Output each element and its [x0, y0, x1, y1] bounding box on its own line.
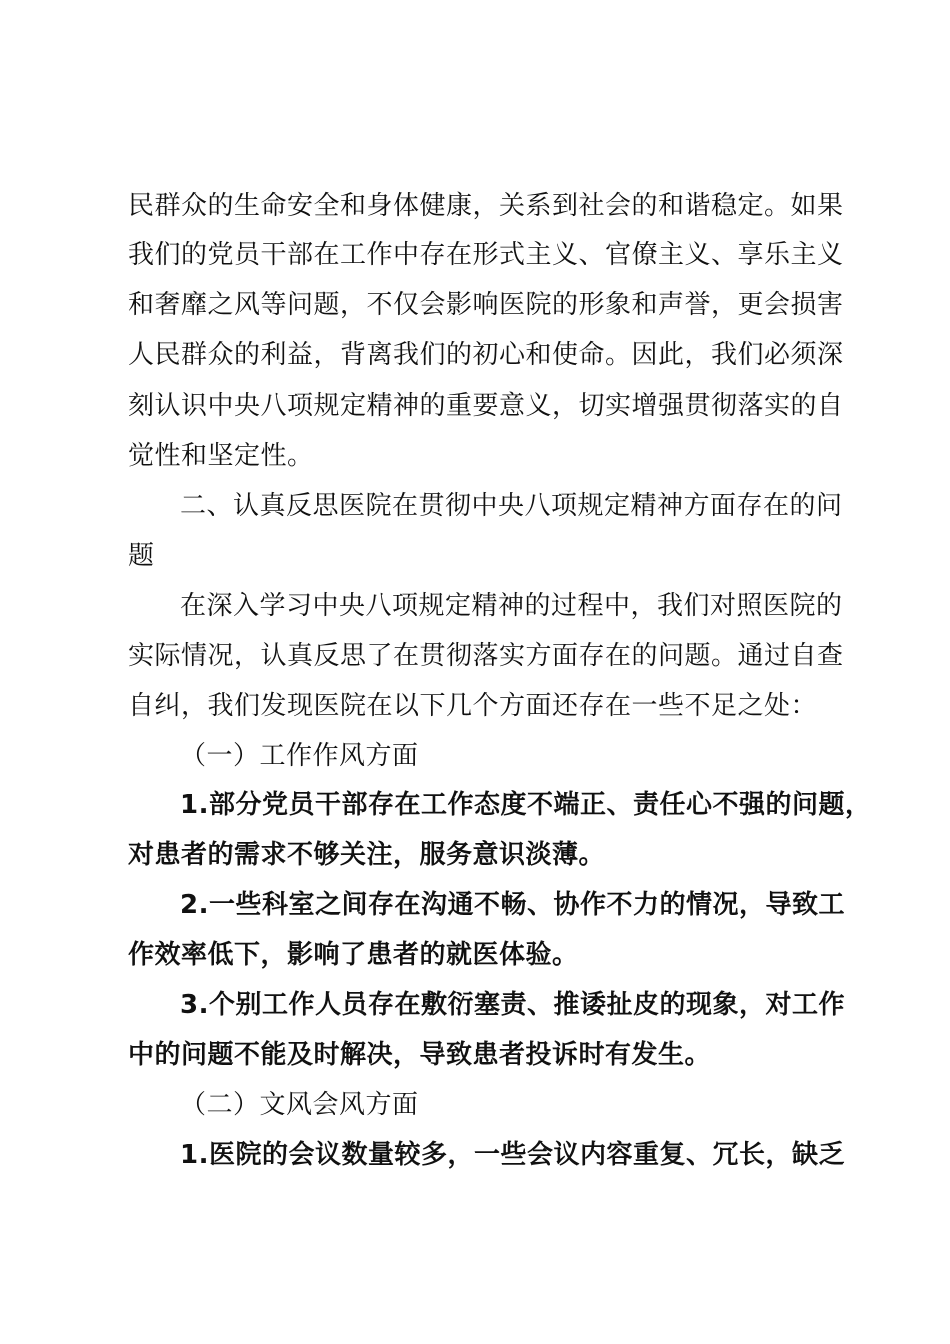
item-1-line-2: 对患者的需求不够关注，服务意识淡薄。: [128, 840, 606, 870]
item-4-line-1: 1.医院的会议数量较多，一些会议内容重复、冗长，缺乏: [180, 1140, 845, 1170]
paragraph-3-line-2: 实际情况，认真反思了在贯彻落实方面存在的问题。通过自查: [128, 641, 844, 671]
section-heading-line-1: 二、认真反思医院在贯彻中央八项规定精神方面存在的问: [180, 491, 843, 521]
paragraph-1-line-3: 和奢靡之风等问题，不仅会影响医院的形象和声誉，更会损害: [128, 290, 844, 320]
paragraph-3-line-1: 在深入学习中央八项规定精神的过程中，我们对照医院的: [180, 591, 843, 621]
item-2-line-2: 作效率低下，影响了患者的就医体验。: [128, 940, 579, 970]
paragraph-1-line-4: 人民群众的利益，背离我们的初心和使命。因此，我们必须深: [128, 340, 844, 370]
subheading-writing-meeting-style: （二）文风会风方面: [180, 1090, 419, 1120]
paragraph-1-line-2: 我们的党员干部在工作中存在形式主义、官僚主义、享乐主义: [128, 240, 844, 270]
paragraph-1-line-1: 民群众的生命安全和身体健康，关系到社会的和谐稳定。如果: [128, 191, 844, 221]
item-3-line-1: 3.个别工作人员存在敷衍塞责、推诿扯皮的现象，对工作: [180, 990, 845, 1020]
item-2-line-1: 2.一些科室之间存在沟通不畅、协作不力的情况，导致工: [180, 890, 845, 920]
section-heading-line-2: 题: [128, 541, 155, 571]
item-1-line-1: 1.部分党员干部存在工作态度不端正、责任心不强的问题，: [180, 790, 872, 820]
item-3-line-2: 中的问题不能及时解决，导致患者投诉时有发生。: [128, 1040, 712, 1070]
paragraph-1-line-5: 刻认识中央八项规定精神的重要意义，切实增强贯彻落实的自: [128, 391, 844, 421]
subheading-work-style: （一）工作作风方面: [180, 741, 419, 771]
paragraph-3-line-3: 自纠，我们发现医院在以下几个方面还存在一些不足之处：: [128, 691, 818, 721]
paragraph-1-line-6: 觉性和坚定性。: [128, 441, 314, 471]
